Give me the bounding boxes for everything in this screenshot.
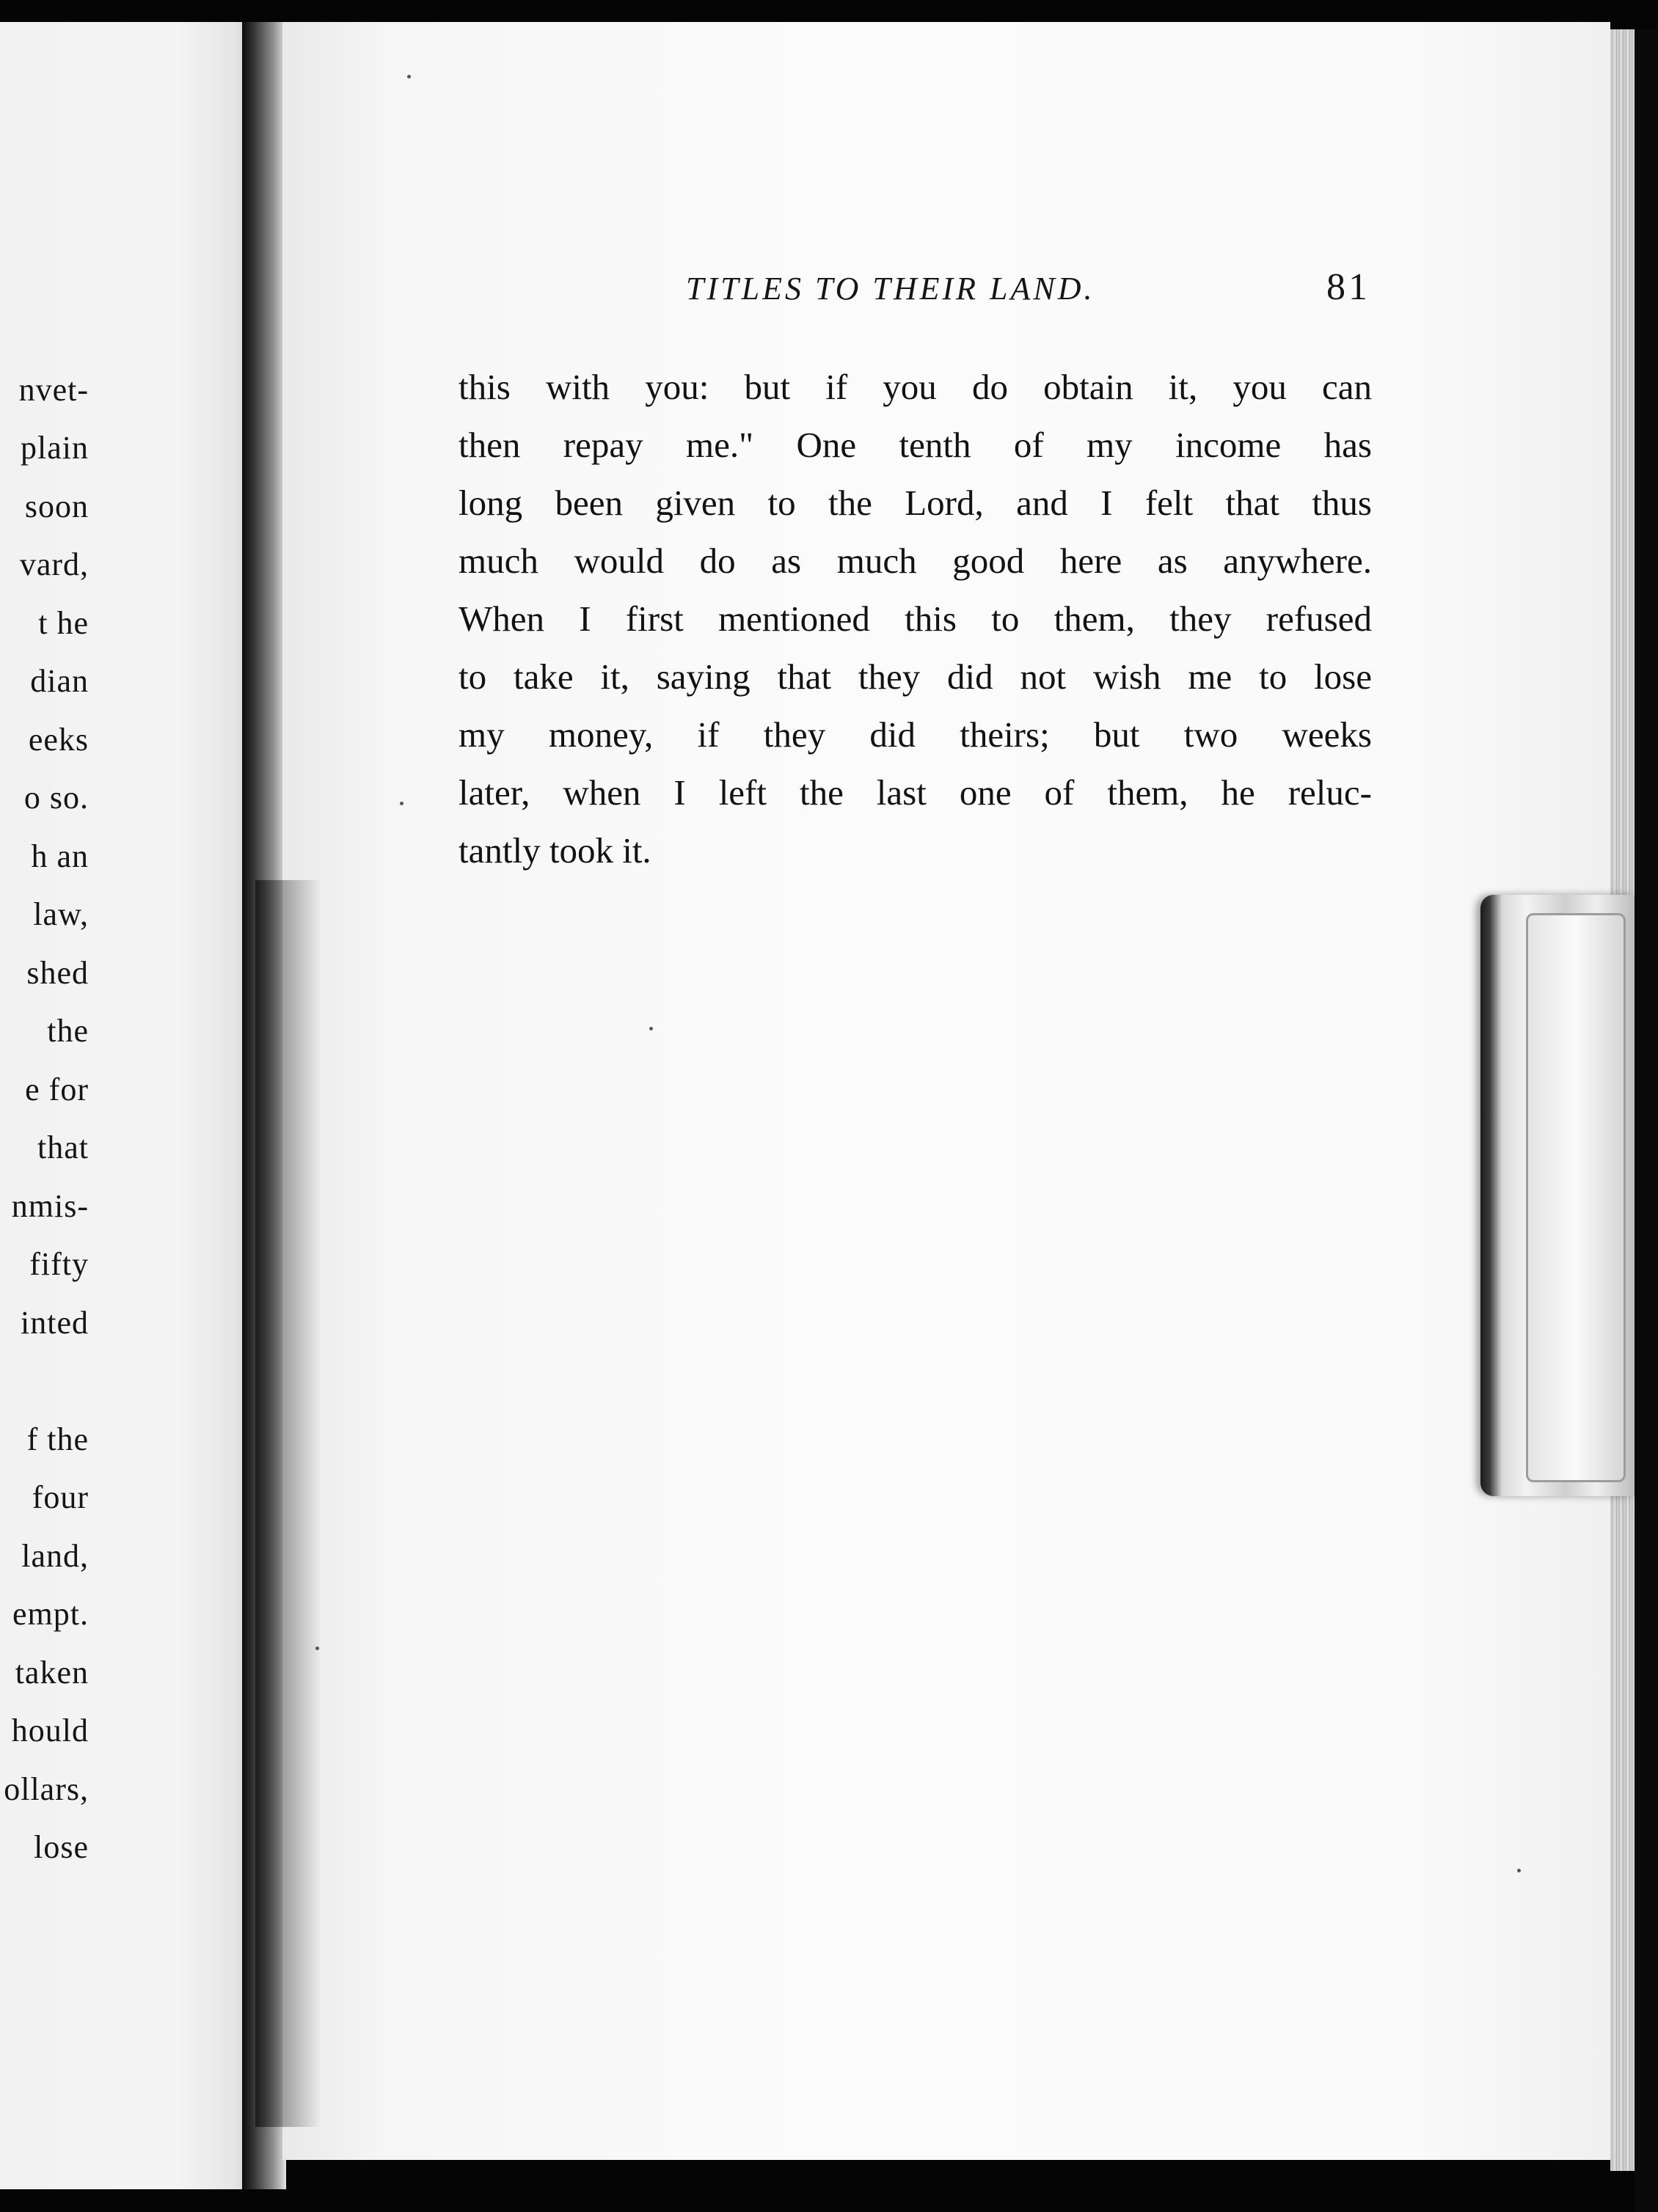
dust-speck — [649, 1027, 653, 1030]
left-page-line: that — [37, 1129, 89, 1165]
left-page-line: hould — [11, 1713, 89, 1748]
left-page-line: the — [47, 1013, 89, 1049]
left-page-line: law, — [33, 896, 89, 932]
binder-clip-inner — [1526, 913, 1626, 1482]
left-page-line: dian — [30, 663, 89, 699]
page-number: 81 — [1326, 266, 1370, 308]
dust-speck — [400, 802, 403, 805]
left-page-line: fifty — [29, 1246, 89, 1282]
body-line: much would do as much good here as anywhere. — [459, 541, 1372, 581]
left-page-line: plain — [21, 430, 89, 466]
body-line: tantly took it. — [459, 830, 651, 871]
left-page-line: h an — [31, 838, 89, 874]
left-page-line: t he — [38, 605, 89, 641]
left-page-line: land, — [21, 1538, 89, 1574]
body-line: later, when I left the last one of them, he reluc- — [459, 772, 1372, 813]
left-page-line: lose — [34, 1829, 89, 1865]
left-page-line: o so. — [23, 780, 89, 816]
dust-speck — [1517, 1869, 1521, 1872]
gutter-shadow — [255, 880, 321, 2127]
body-line: to take it, saying that they did not wish me to lose — [459, 656, 1372, 697]
left-page-line: e for — [25, 1072, 89, 1107]
body-line: then repay me." One tenth of my income has — [459, 425, 1372, 465]
left-page-line: vard, — [19, 546, 89, 582]
body-line: long been given to the Lord, and I felt that thus — [459, 483, 1372, 523]
body-line: this with you: but if you do obtain it, you can — [459, 367, 1372, 407]
left-page-line: f the — [26, 1421, 89, 1457]
left-page-line: ollars, — [4, 1771, 89, 1807]
left-page-line: nvet- — [18, 372, 89, 408]
left-page-line: taken — [15, 1655, 89, 1691]
dust-speck — [315, 1647, 319, 1650]
left-page-line: soon — [24, 488, 89, 524]
left-page-line: eeks — [28, 722, 89, 758]
scan-border — [1635, 29, 1658, 2212]
left-page-line: four — [32, 1479, 89, 1515]
body-paragraph — [459, 358, 1372, 879]
running-title: TITLES TO THEIR LAND. — [686, 271, 1095, 307]
body-line: When I first mentioned this to them, they refused — [459, 598, 1372, 639]
left-page-line: shed — [26, 955, 89, 991]
left-page-line: nmis- — [11, 1188, 89, 1224]
left-page-line: inted — [21, 1305, 89, 1341]
body-line: my money, if they did theirs; but two weeks — [459, 714, 1372, 755]
dust-speck — [407, 75, 411, 78]
left-facing-page — [0, 22, 253, 2189]
left-page-line: empt. — [12, 1596, 89, 1632]
right-page — [282, 22, 1610, 2160]
